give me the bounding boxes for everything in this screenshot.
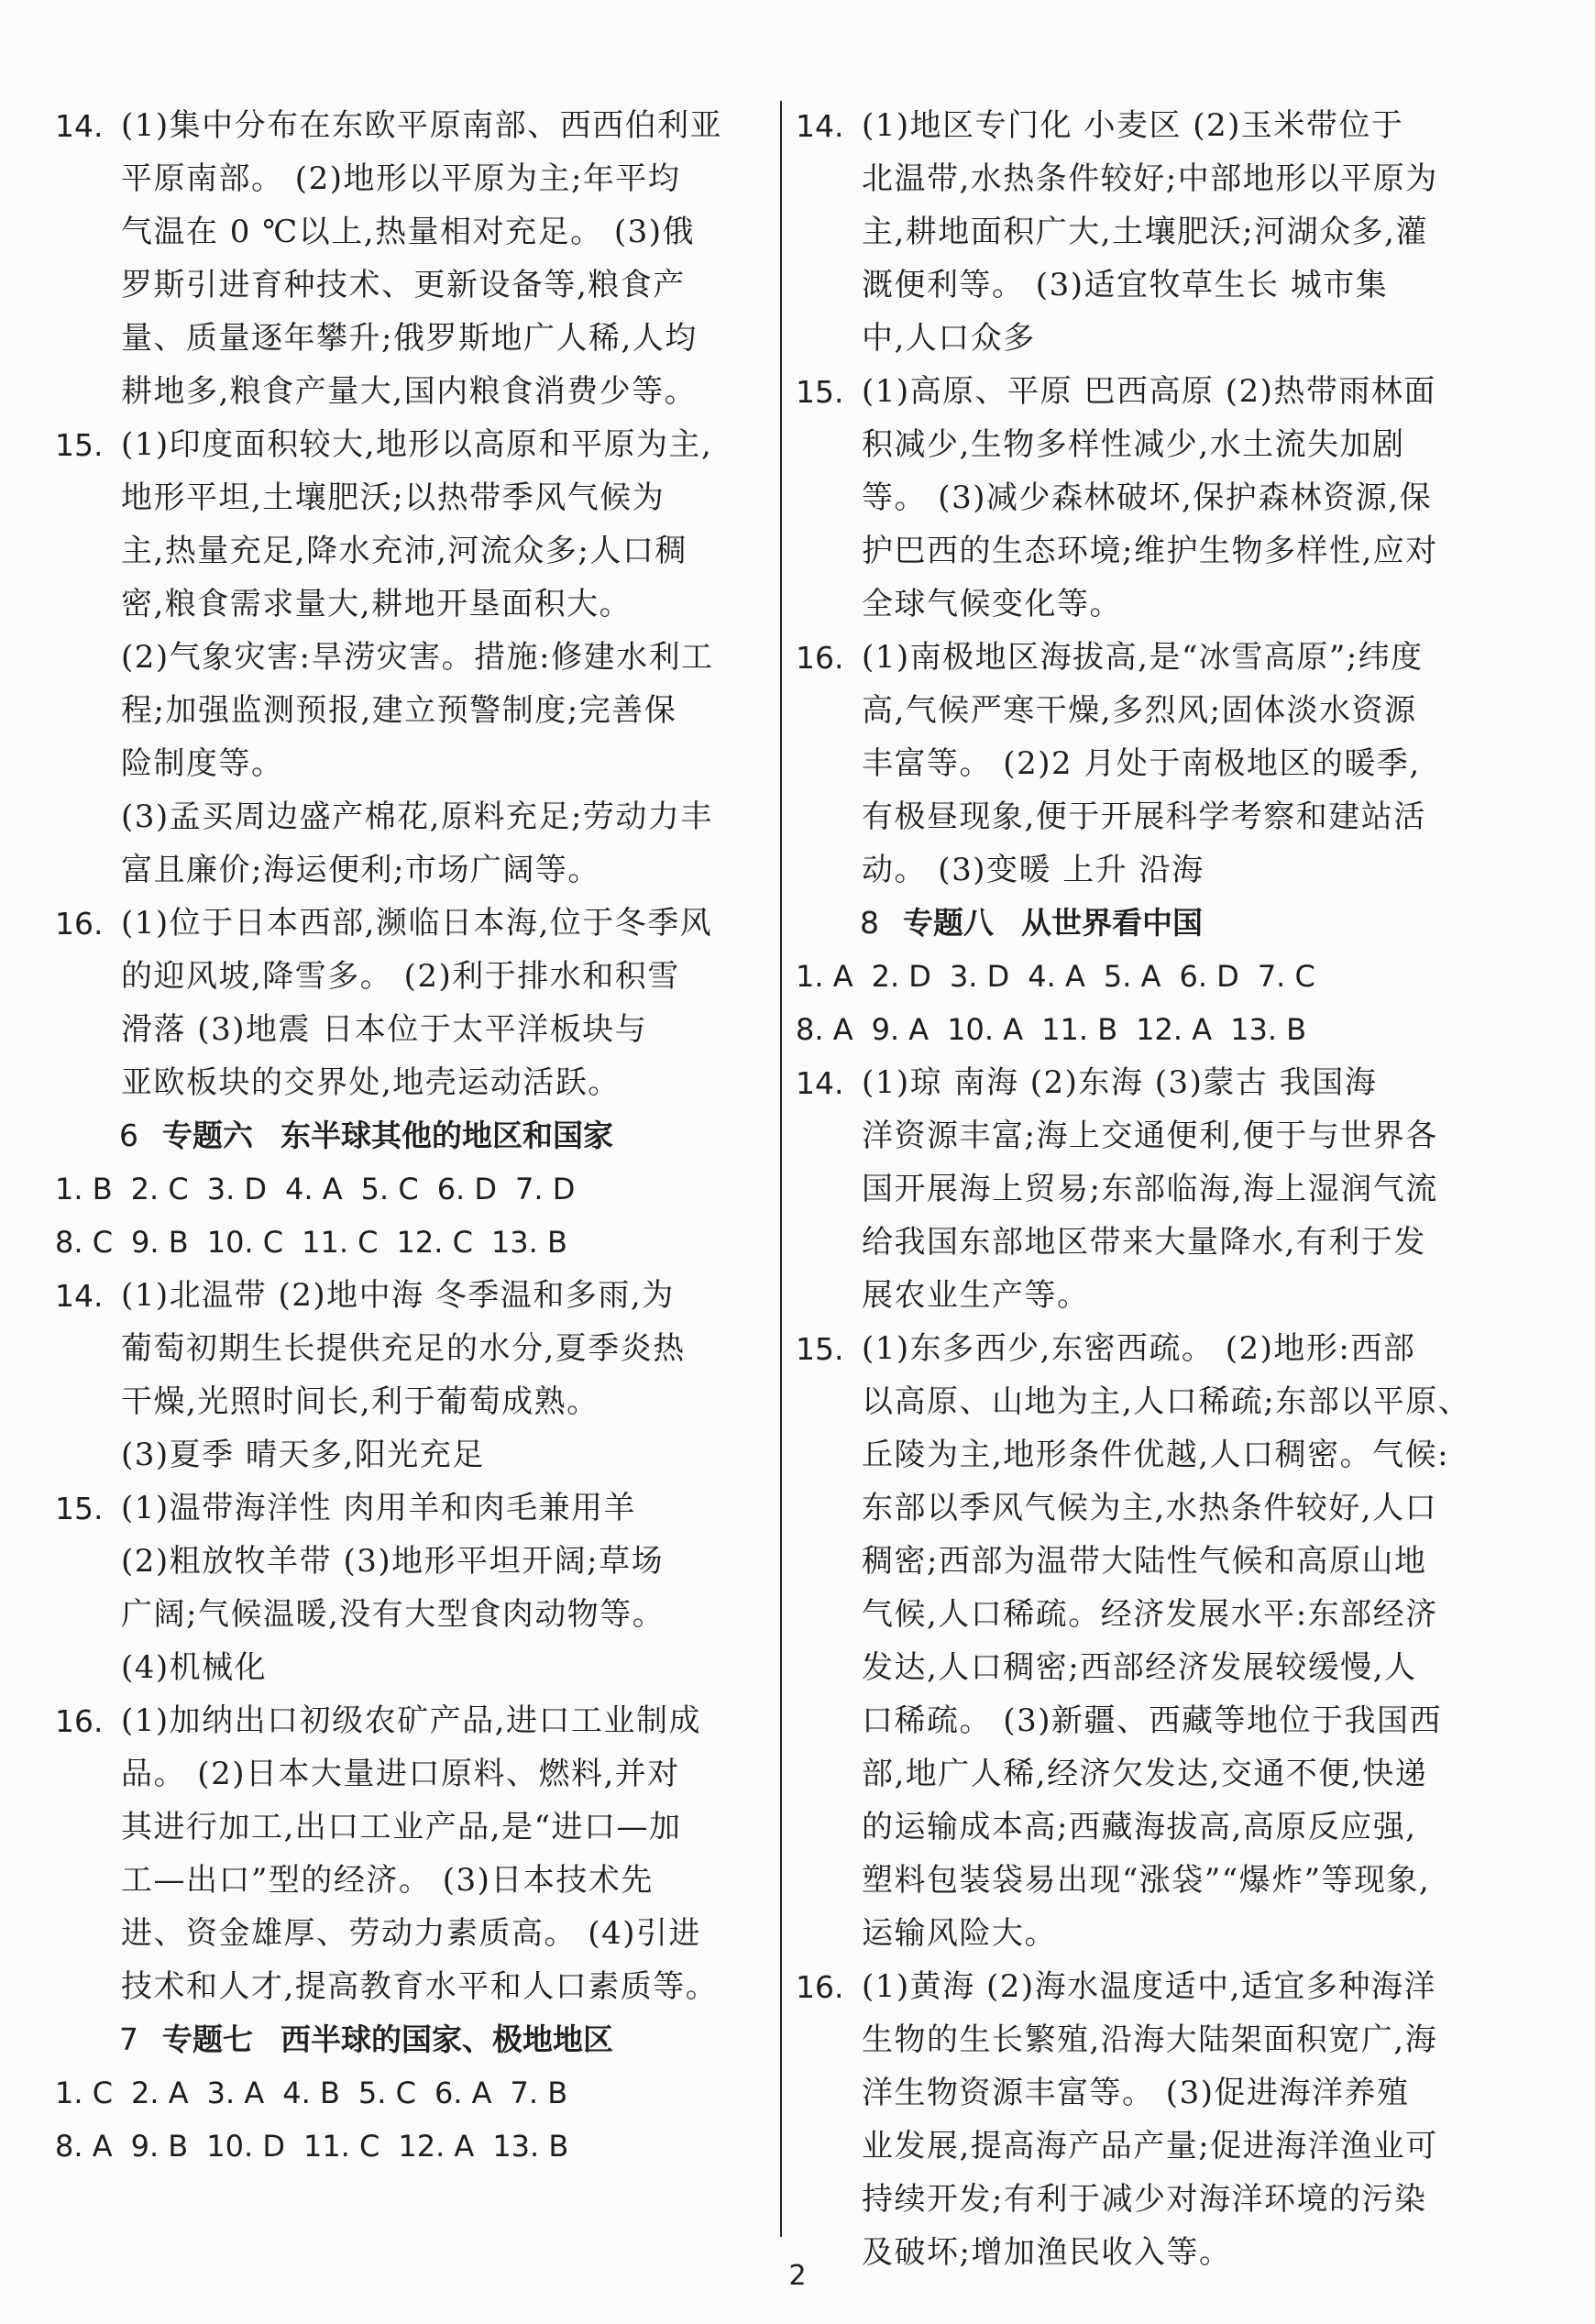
mc-answer: 11. B [1041,1012,1118,1047]
answer-line: 全球气候变化等。 [862,586,1122,622]
answer-line: 中,人口众多 [862,320,1036,357]
answer-line: 地形平坦,土壤肥沃;以热带季风气候为 [121,479,666,516]
answer-text [121,1694,765,2013]
section-name: 西半球的国家、极地地区 [280,2021,613,2057]
answer-line: (2)粗放牧羊带 (3)地形平坦开阔;草场 [121,1543,665,1580]
answer-line: 耕地多,粮食产量大,国内粮食消费少等。 [121,373,698,410]
mc-answer: 12. A [398,2129,475,2164]
answer-line: (1)北温带 (2)地中海 冬季温和多雨,为 [121,1277,675,1314]
column-divider [780,101,782,2237]
answer-line: 溉便利等。 (3)适宜牧草生长 城市集 [862,267,1389,303]
answer-line: 部,地广人稀,经济欠发达,交通不便,快递 [862,1756,1428,1792]
mc-answer: 4. A [1028,959,1085,994]
section-title: 专题八 [903,905,994,941]
mc-answer: 5. A [1103,959,1161,994]
section-title: 专题六 [162,1118,253,1153]
answer-line: 高,气候严寒干燥,多烈风;固体淡水资源 [862,692,1417,729]
answer-line: 滑落 (3)地震 日本位于太平洋板块与 [121,1011,648,1048]
mc-answer: 8. A [796,1012,853,1047]
answer-line: 险制度等。 [121,745,284,782]
mc-answer: 5. C [360,1172,419,1206]
answer-line: 给我国东部地区带来大量降水,有利于发 [862,1224,1426,1261]
answer-line: 的运输成本高;西藏海拔高,高原反应强, [862,1809,1417,1845]
mc-answer: 13. B [1230,1012,1307,1047]
mc-answer: 11. C [302,2129,380,2164]
answer-line: 品。 (2)日本大量进口原料、燃料,并对 [121,1756,680,1792]
question-15-population [796,1322,1506,1960]
section-heading-6 [55,1109,765,1162]
section-heading-7 [55,2013,765,2066]
mc-answer: 3. D [206,1172,268,1206]
section-heading-8 [796,897,1506,950]
answer-line: 展农业生产等。 [862,1277,1090,1314]
answer-line: 量、质量逐年攀升;俄罗斯地广人稀,人均 [121,320,698,357]
answer-text [121,897,765,1109]
question-number: 14. [55,1278,104,1314]
answer-text [862,1322,1506,1960]
answer-line: 气温在 0 ℃以上,热量相对充足。 (3)俄 [121,214,696,250]
mc-answer: 1. A [796,959,853,994]
answer-line: 干燥,光照时间长,利于葡萄成熟。 [121,1383,600,1420]
answer-line: 生物的生长繁殖,沿海大陆架面积宽广,海 [862,2021,1438,2058]
answer-line: 塑料包装袋易出现“涨袋”“爆炸”等现象, [862,1862,1431,1899]
answer-line: 发达,人口稠密;西部经济发展较缓慢,人 [862,1649,1417,1686]
answer-line: (1)地区专门化 小麦区 (2)玉米带位于 [862,107,1404,144]
mc-answers-6-row2 [55,1216,765,1269]
question-15-india [55,418,765,897]
answer-line: 护巴西的生态环境;维护生物多样性,应对 [862,533,1438,569]
mc-answer: 9. A [871,1012,930,1047]
question-number: 16. [796,640,844,676]
left-column [55,99,765,2173]
answer-line: 其进行加工,出口工业产品,是“进口—加 [121,1809,682,1845]
answer-line: (3)夏季 晴天多,阳光充足 [121,1437,485,1473]
mc-answer: 1. C [55,2076,114,2110]
answer-text [862,1960,1506,2279]
mc-answer: 2. D [871,959,931,994]
mc-answer: 10. C [206,1225,284,1260]
answer-line: 广阔;气候温暖,没有大型食肉动物等。 [121,1596,666,1633]
question-14-russia [55,99,765,418]
answer-line: 持续开发;有利于减少对海洋环境的污染 [862,2181,1427,2218]
section-number: 8 [860,905,879,941]
question-number: 15. [55,427,104,463]
answer-line: 罗斯引进育种技术、更新设备等,粮食产 [121,267,686,303]
answer-line: (1)南极地区海拔高,是“冰雪高原”;纬度 [862,639,1424,676]
answer-text [862,631,1506,897]
answer-text [121,418,765,897]
question-16-yellow-sea [796,1960,1506,2279]
answer-line: (1)温带海洋性 肉用羊和肉毛兼用羊 [121,1490,636,1526]
answer-line: (1)东多西少,东密西疏。 (2)地形:西部 [862,1330,1416,1367]
mc-answer: 9. B [131,1225,189,1260]
right-column [796,99,1506,2279]
answer-line: 以高原、山地为主,人口稀疏;东部以平原、 [862,1383,1471,1420]
answer-line: (3)孟买周边盛产棉花,原料充足;劳动力丰 [121,799,713,835]
section-number: 6 [119,1118,138,1153]
question-number: 15. [796,374,844,410]
mc-answer: 7. D [515,1172,576,1206]
page-number: 2 [788,2260,807,2292]
answer-line: 等。 (3)减少森林破坏,保护森林资源,保 [862,479,1433,516]
mc-answer: 11. C [302,1225,379,1260]
answer-line: 洋生物资源丰富等。 (3)促进海洋养殖 [862,2075,1410,2111]
mc-answer: 1. B [55,1172,113,1206]
mc-answer: 7. B [510,2076,568,2110]
mc-answer: 4. B [282,2076,340,2110]
section-name: 从世界看中国 [1021,905,1203,941]
question-15-brazil [796,365,1506,631]
mc-answer: 3. A [206,2076,265,2110]
mc-answer: 12. C [396,1225,473,1260]
mc-answer: 9. B [130,2129,189,2164]
answer-line: (1)印度面积较大,地形以高原和平原为主, [121,426,713,463]
answer-line: 有极昼现象,便于开展科学考察和建站活 [862,799,1426,835]
answer-line: 洋资源丰富;海上交通便利,便于与世界各 [862,1118,1438,1154]
answer-line: 气候,人口稀疏。经济发展水平:东部经济 [862,1596,1438,1633]
mc-answer: 2. A [131,2076,189,2110]
answer-line: (1)位于日本西部,濒临日本海,位于冬季风 [121,905,713,942]
mc-answer: 6. D [436,1172,498,1206]
question-16-japan [55,897,765,1109]
answer-line: (2)气象灾害:旱涝灾害。措施:修建水利工 [121,639,714,676]
answer-line: 富且廉价;海运便利;市场广阔等。 [121,852,600,888]
answer-line: 北温带,水热条件较好;中部地形以平原为 [862,160,1438,197]
mc-answers-8-row2 [796,1003,1506,1056]
answer-line: 稠密;西部为温带大陆性气候和高原山地 [862,1543,1427,1580]
answer-line: 运输风险大。 [862,1915,1057,1952]
answer-line: 工—出口”型的经济。 (3)日本技术先 [121,1862,654,1899]
answer-line: 积减少,生物多样性减少,水土流失加剧 [862,426,1405,463]
mc-answer: 13. B [490,1225,567,1260]
question-number: 14. [796,1065,844,1101]
answer-line: 业发展,提高海产品产量;促进海洋渔业可 [862,2128,1438,2164]
section-name: 东半球其他的地区和国家 [280,1118,613,1153]
answer-line: (1)黄海 (2)海水温度适中,适宜多种海洋 [862,1968,1436,2005]
mc-answers-8-row1 [796,950,1506,1003]
answer-line: 丰富等。 (2)2 月处于南极地区的暖季, [862,745,1421,782]
answer-line: 口稀疏。 (3)新疆、西藏等地位于我国西 [862,1702,1442,1739]
question-16-antarctica [796,631,1506,897]
answer-line: 国开展海上贸易;东部临海,海上湿润气流 [862,1171,1438,1207]
question-number: 16. [55,1703,104,1739]
answer-line: 东部以季风气候为主,水热条件较好,人口 [862,1490,1438,1526]
mc-answer: 10. A [947,1012,1024,1047]
mc-answer: 6. D [1179,959,1239,994]
question-14-grapes [55,1269,765,1481]
answer-line: 葡萄初期生长提供充足的水分,夏季炎热 [121,1330,686,1367]
mc-answer: 10. D [206,2129,285,2164]
answer-text [121,1269,765,1481]
answer-line: 进、资金雄厚、劳动力素质高。 (4)引进 [121,1915,701,1952]
mc-answers-7-row2 [55,2120,765,2173]
question-number: 15. [796,1331,844,1367]
answer-line: (1)加纳出口初级农矿产品,进口工业制成 [121,1702,701,1739]
answer-line: 丘陵为主,地形条件优越,人口稠密。气候: [862,1437,1450,1473]
question-number: 16. [55,906,104,942]
mc-answer: 4. A [285,1172,343,1206]
answer-line: 亚欧板块的交界处,地壳运动活跃。 [121,1064,621,1101]
question-14-usa [796,99,1506,365]
answer-text [862,365,1506,631]
question-number: 14. [796,108,844,144]
answer-text [121,1481,765,1694]
answer-line: 平原南部。 (2)地形以平原为主;年平均 [121,160,681,197]
answer-text [862,1056,1506,1322]
mc-answer: 6. A [434,2076,492,2110]
answer-line: (4)机械化 [121,1649,268,1686]
answer-text [862,99,1506,365]
mc-answer: 13. B [492,2129,569,2164]
question-16-trade [55,1694,765,2013]
answer-line: 的迎风坡,降雪多。 (2)利于排水和积雪 [121,958,680,995]
section-number: 7 [119,2021,138,2057]
mc-answer: 3. D [949,959,1010,994]
section-title: 专题七 [162,2021,253,2057]
answer-text [121,99,765,418]
question-number: 14. [55,108,104,144]
question-15-sheep [55,1481,765,1694]
mc-answer: 2. C [130,1172,189,1206]
answer-line: 及破坏;增加渔民收入等。 [862,2234,1232,2271]
answer-line: 动。 (3)变暖 上升 沿海 [862,852,1204,888]
answer-line: 密,粮食需求量大,耕地开垦面积大。 [121,586,632,622]
question-14-sea [796,1056,1506,1322]
mc-answers-6-row1 [55,1162,765,1216]
answer-line: (1)集中分布在东欧平原南部、西西伯利亚 [121,107,723,144]
question-number: 15. [55,1491,104,1526]
answer-line: 主,耕地面积广大,土壤肥沃;河湖众多,灌 [862,214,1428,250]
mc-answer: 8. A [55,2129,113,2164]
answer-line: 主,热量充足,降水充沛,河流众多;人口稠 [121,533,688,569]
mc-answers-7-row1 [55,2066,765,2120]
answer-line: (1)高原、平原 巴西高原 (2)热带雨林面 [862,373,1436,410]
answer-line: 技术和人才,提高教育水平和人口素质等。 [121,1968,719,2005]
mc-answer: 12. A [1136,1012,1213,1047]
mc-answer: 5. C [358,2076,416,2110]
question-number: 16. [796,1969,844,2005]
mc-answer: 8. C [55,1225,114,1260]
answer-line: (1)琼 南海 (2)东海 (3)蒙古 我国海 [862,1064,1378,1101]
answer-line: 程;加强监测预报,建立预警制度;完善保 [121,692,677,729]
mc-answer: 7. C [1257,959,1315,994]
